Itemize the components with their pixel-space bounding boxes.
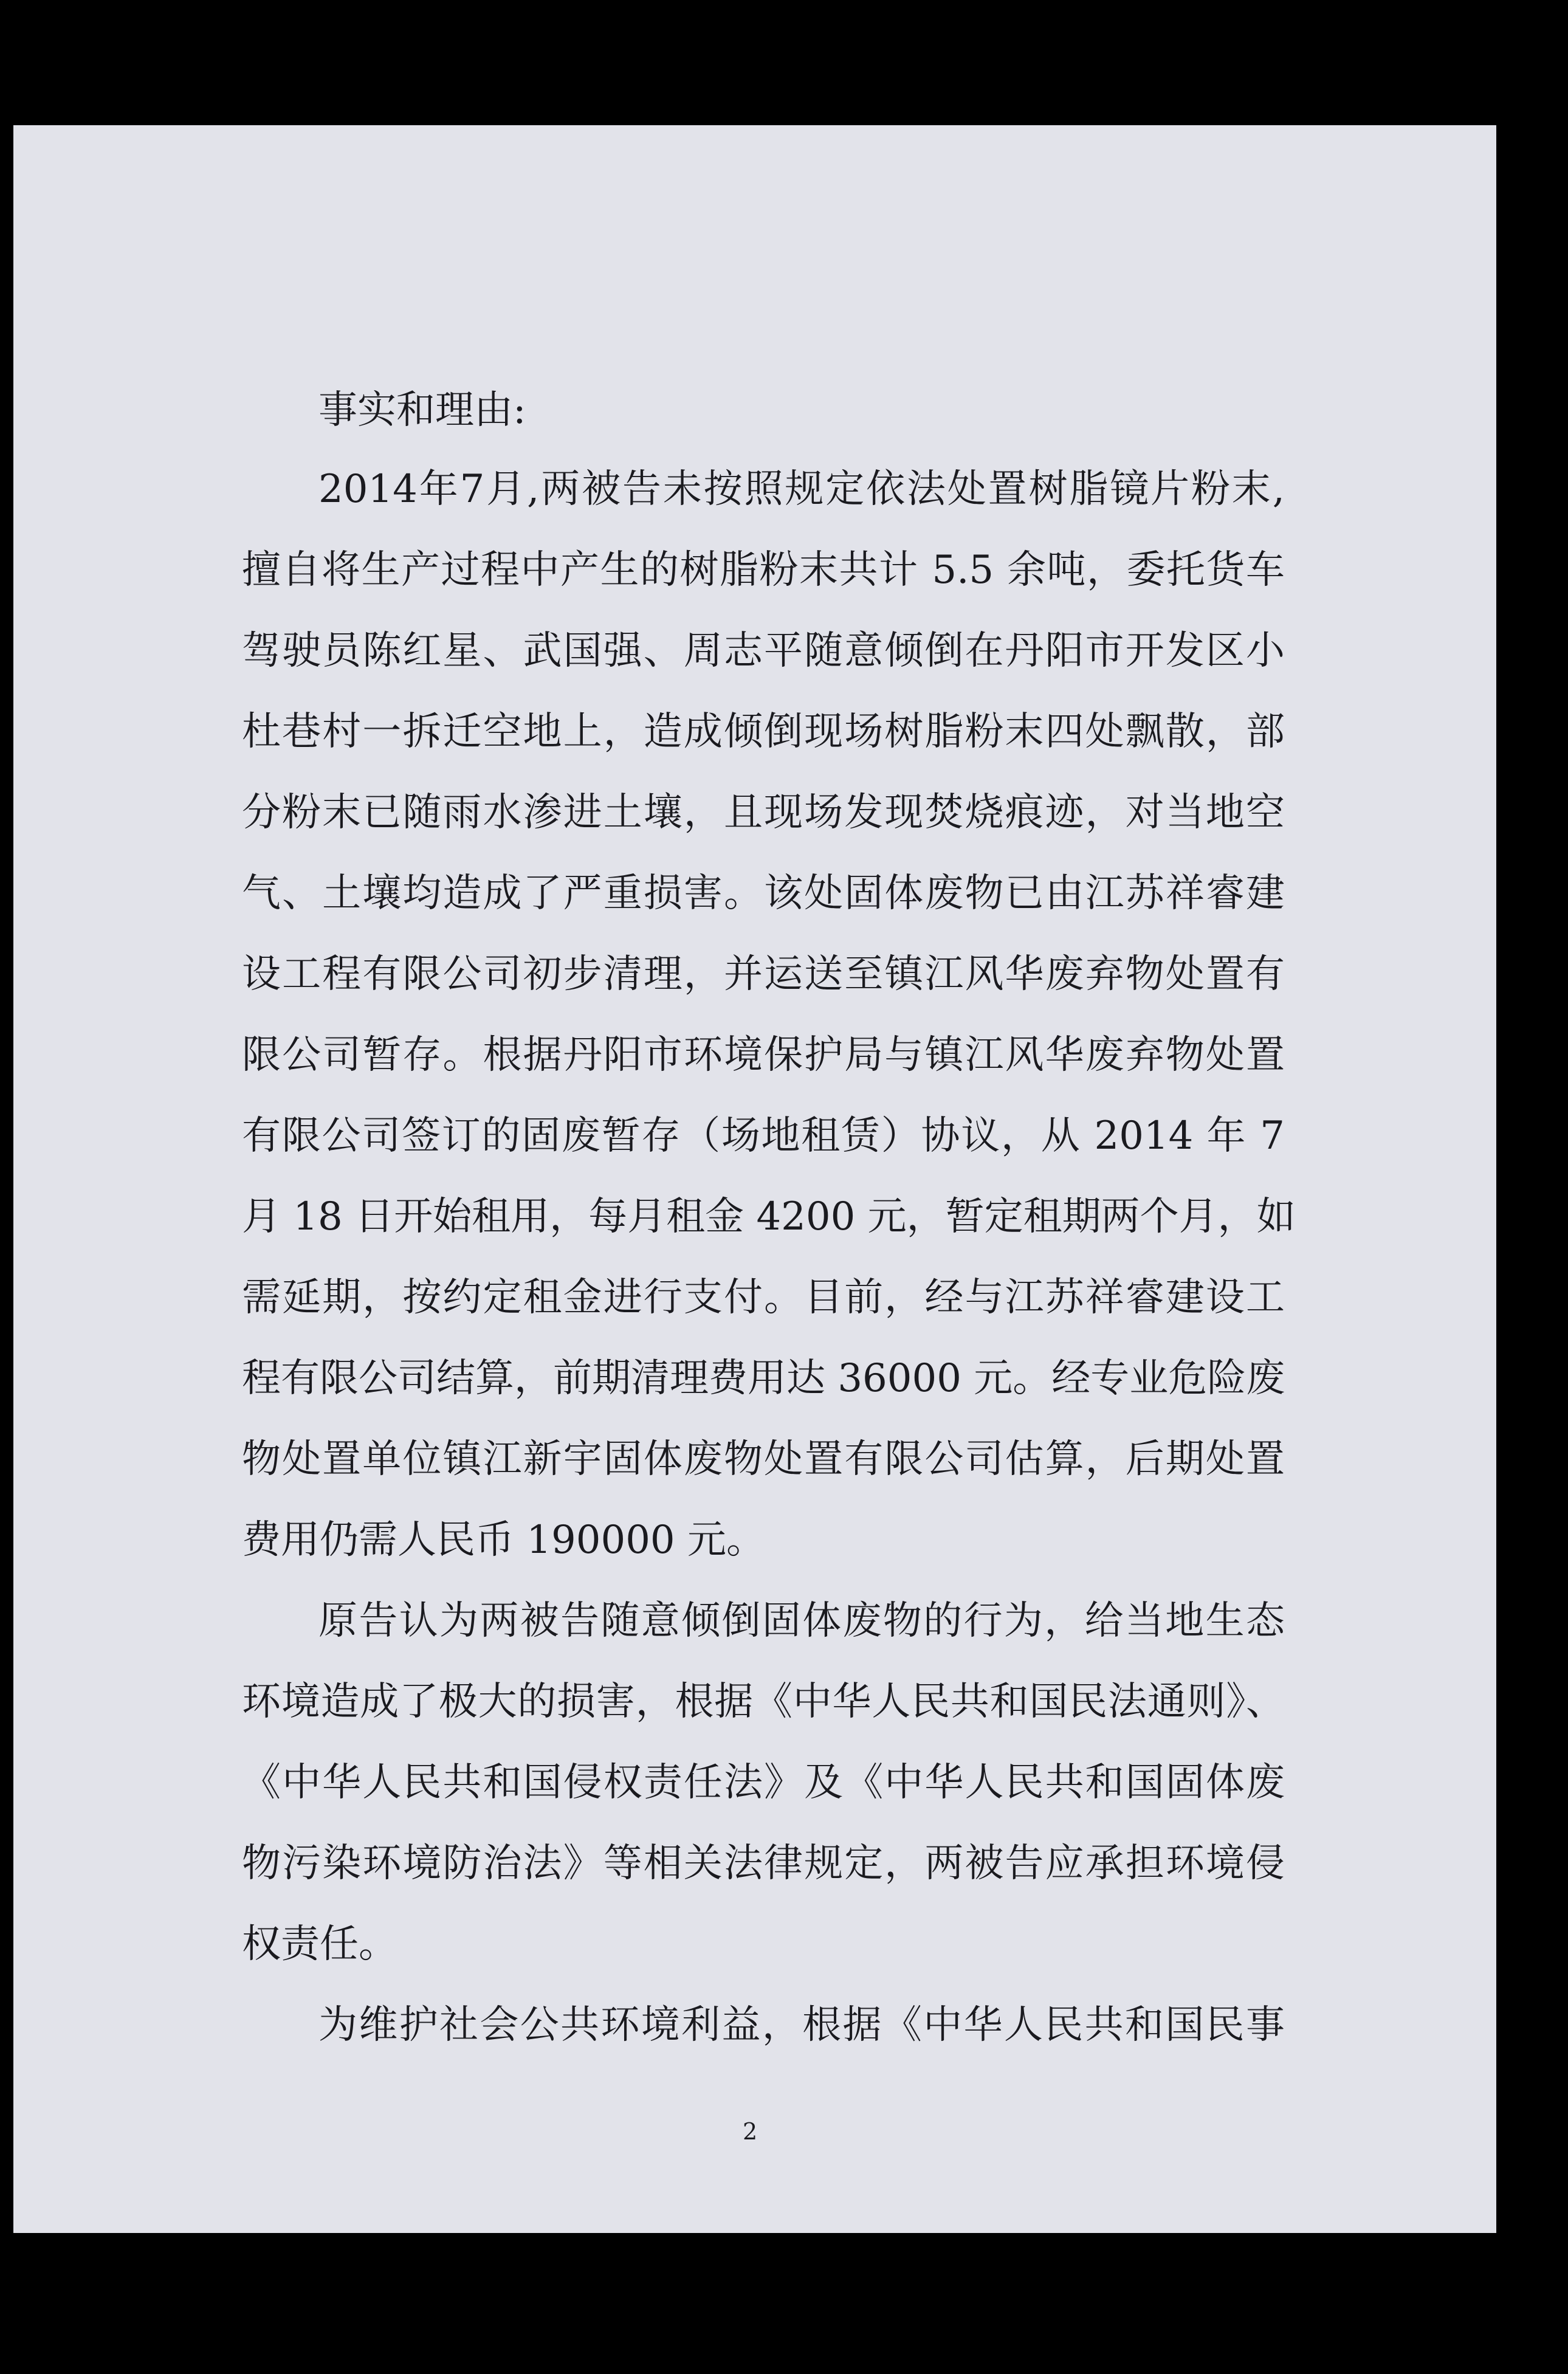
- page-number: 2: [743, 2118, 758, 2145]
- paragraph-1-line-9: 有限公司签订的固废暂存（场地租赁）协议，从 2014 年 7: [242, 1113, 1285, 1158]
- paragraph-1-line-13: 物处置单位镇江新宇固体废物处置有限公司估算，后期处置: [242, 1437, 1285, 1482]
- paragraph-2-line-5: 权责任。: [242, 1922, 397, 1967]
- paragraph-1-line-1: 2014年7月,两被告未按照规定依法处置树脂镜片粉末,: [318, 467, 1285, 512]
- paragraph-1-line-12: 程有限公司结算，前期清理费用达 36000 元。经专业危险废: [242, 1356, 1285, 1401]
- paragraph-1-line-8: 限公司暂存。根据丹阳市环境保护局与镇江风华废弃物处置: [242, 1033, 1285, 1078]
- paragraph-2-line-1: 原告认为两被告随意倾倒固体废物的行为，给当地生态: [318, 1598, 1285, 1643]
- paragraph-1-line-7: 设工程有限公司初步清理，并运送至镇江风华废弃物处置有: [242, 952, 1285, 997]
- paragraph-1-line-2: 擅自将生产过程中产生的树脂粉末共计 5.5 余吨，委托货车: [242, 548, 1285, 593]
- paragraph-1-line-5: 分粉末已随雨水渗进土壤，且现场发现焚烧痕迹，对当地空: [242, 790, 1285, 835]
- section-heading: 事实和理由:: [318, 388, 526, 433]
- paragraph-3-line-1: 为维护社会公共环境利益，根据《中华人民共和国民事: [318, 2003, 1285, 2048]
- paragraph-1-line-10: 月 18 日开始租用，每月租金 4200 元，暂定租期两个月，如: [242, 1194, 1296, 1239]
- paragraph-2-line-2: 环境造成了极大的损害，根据《中华人民共和国民法通则》、: [242, 1679, 1285, 1724]
- paragraph-1-line-4: 杜巷村一拆迁空地上，造成倾倒现场树脂粉末四处飘散，部: [242, 709, 1285, 754]
- paragraph-1-line-6: 气、土壤均造成了严重损害。该处固体废物已由江苏祥睿建: [242, 871, 1285, 916]
- paragraph-2-line-4: 物污染环境防治法》等相关法律规定，两被告应承担环境侵: [242, 1841, 1285, 1886]
- paragraph-1-line-14: 费用仍需人民币 190000 元。: [242, 1518, 765, 1563]
- document-page: [13, 125, 1496, 2233]
- paragraph-1-line-11: 需延期，按约定租金进行支付。目前，经与江苏祥睿建设工: [242, 1275, 1285, 1320]
- paragraph-1-line-3: 驾驶员陈红星、武国强、周志平随意倾倒在丹阳市开发区小: [242, 628, 1285, 673]
- paragraph-2-line-3: 《中华人民共和国侵权责任法》及《中华人民共和国固体废: [242, 1760, 1285, 1805]
